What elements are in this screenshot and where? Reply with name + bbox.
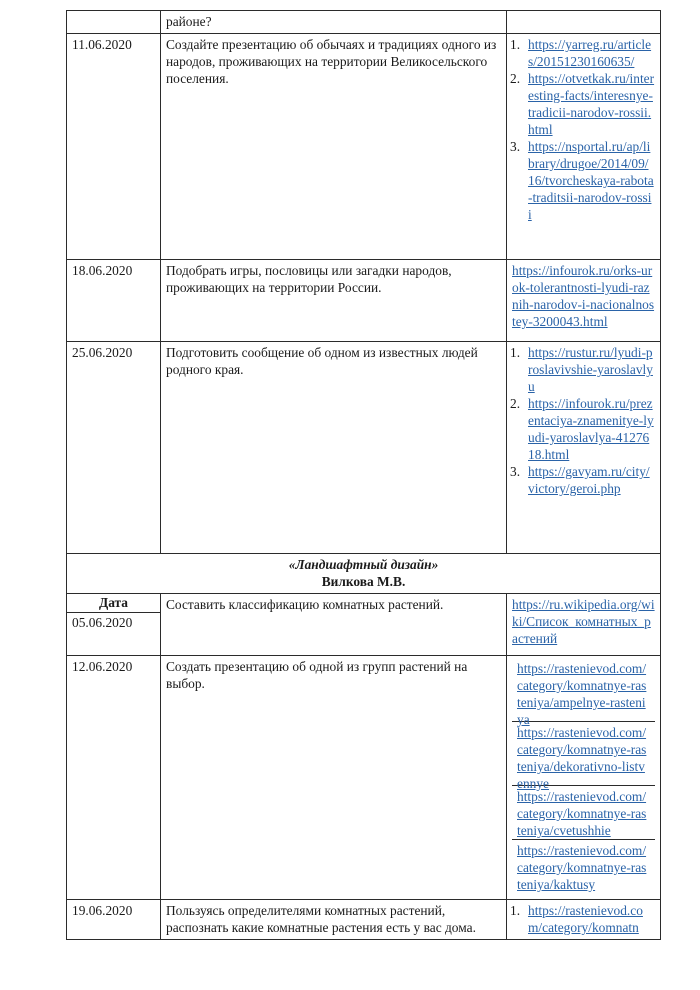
task-cell: Пользуясь определителями комнатных растений, распознать какие комнатные растения есть у вас дома.	[161, 900, 507, 940]
task-cell: Подготовить сообщение об одном из известных людей родного края.	[161, 342, 507, 554]
resource-link[interactable]: https://infourok.ru/orks-urok-tolerantnosti-lyudi-raznih-narodov-i-nacionalnostey-3200043.html	[512, 263, 655, 329]
resource-link[interactable]: https://rastenievod.com/category/komnatnye-rasteniya/cvetushhie	[517, 789, 647, 838]
resource-link[interactable]: https://ru.wikipedia.org/wiki/Список_комнатных_растений	[512, 597, 655, 646]
date-cell: 11.06.2020	[67, 34, 161, 260]
resource-link[interactable]: https://otvetkak.ru/interesting-facts/interesnye-tradicii-narodov-rossii.html	[528, 71, 655, 137]
links-cell	[507, 34, 661, 260]
resource-link[interactable]: https://rastenievod.com/category/komnatnye-rasteniya/dekorativno-listvennye	[517, 725, 647, 791]
date-cell	[67, 594, 161, 656]
list-item: 1. https://yarreg.ru/articles/20151230160635/	[510, 37, 652, 69]
task-cell: Подобрать игры, пословицы или загадки народов, проживающих на территории России.	[161, 260, 507, 342]
links-cell	[507, 656, 661, 900]
table-row	[67, 594, 661, 656]
resource-link[interactable]: https://infourok.ru/prezentaciya-znamenitye-lyudi-yaroslavlya-4127618.html	[528, 396, 654, 462]
date-cell: 19.06.2020	[67, 900, 161, 940]
date-value: 05.06.2020	[72, 615, 133, 630]
list-item: 2. https://infourok.ru/prezentaciya-znamenitye-lyudi-yaroslavlya-4127618.html	[510, 396, 654, 462]
list-item: 3. https://gavyam.ru/city/victory/geroi.php	[510, 464, 650, 496]
task-cell: районе?	[161, 11, 507, 34]
section-teacher: Вилкова М.В.	[321, 574, 406, 589]
table-row	[67, 34, 661, 260]
section-title: «Ландшафтный дизайн»	[288, 557, 439, 572]
resource-link[interactable]: https://gavyam.ru/city/victory/geroi.php	[528, 464, 650, 496]
table-row	[67, 260, 661, 342]
links-cell	[507, 594, 661, 656]
table-row	[67, 900, 661, 940]
resource-link[interactable]: https://rastenievod.com/category/komnatn	[528, 903, 643, 935]
date-cell	[67, 11, 161, 34]
section-header-row	[67, 554, 661, 594]
links-cell	[507, 260, 661, 342]
list-item: 2. https://otvetkak.ru/interesting-facts/interesnye-tradicii-narodov-rossii.html	[510, 71, 655, 137]
list-item: 1. https://rustur.ru/lyudi-proslavivshie-yaroslavlyu	[510, 345, 653, 394]
resource-link[interactable]: https://rustur.ru/lyudi-proslavivshie-yaroslavlyu	[528, 345, 653, 394]
date-cell: 12.06.2020	[67, 656, 161, 900]
date-column-header: Дата	[67, 594, 160, 613]
date-cell: 25.06.2020	[67, 342, 161, 554]
task-cell: Составить классификацию комнатных растений.	[161, 594, 507, 656]
resource-link[interactable]: https://rastenievod.com/category/komnatnye-rasteniya/ampelnye-rasteniya	[517, 661, 647, 727]
links-cell	[507, 342, 661, 554]
table-row	[67, 342, 661, 554]
links-cell	[507, 11, 661, 34]
schedule-table	[66, 10, 661, 940]
table-row	[67, 656, 661, 900]
date-cell: 18.06.2020	[67, 260, 161, 342]
links-cell	[507, 900, 661, 940]
table-row	[67, 11, 661, 34]
section-header	[67, 554, 661, 594]
list-item: 1. https://rastenievod.com/category/komnatn	[510, 903, 643, 935]
resource-link[interactable]: https://rastenievod.com/category/komnatnye-rasteniya/kaktusy	[517, 843, 647, 892]
resource-link[interactable]: https://nsportal.ru/ap/library/drugoe/2014/09/16/tvorcheskaya-rabota-traditsii-narodov-rossii	[528, 139, 654, 222]
task-cell: Создайте презентацию об обычаях и традициях одного из народов, проживающих на территории Великосельского поселения.	[161, 34, 507, 260]
list-item: 3. https://nsportal.ru/ap/library/drugoe/2014/09/16/tvorcheskaya-rabota-traditsii-narodov-rossii	[510, 139, 654, 222]
task-cell: Создать презентацию об одной из групп растений на выбор.	[161, 656, 507, 900]
resource-link[interactable]: https://yarreg.ru/articles/20151230160635/	[528, 37, 652, 69]
